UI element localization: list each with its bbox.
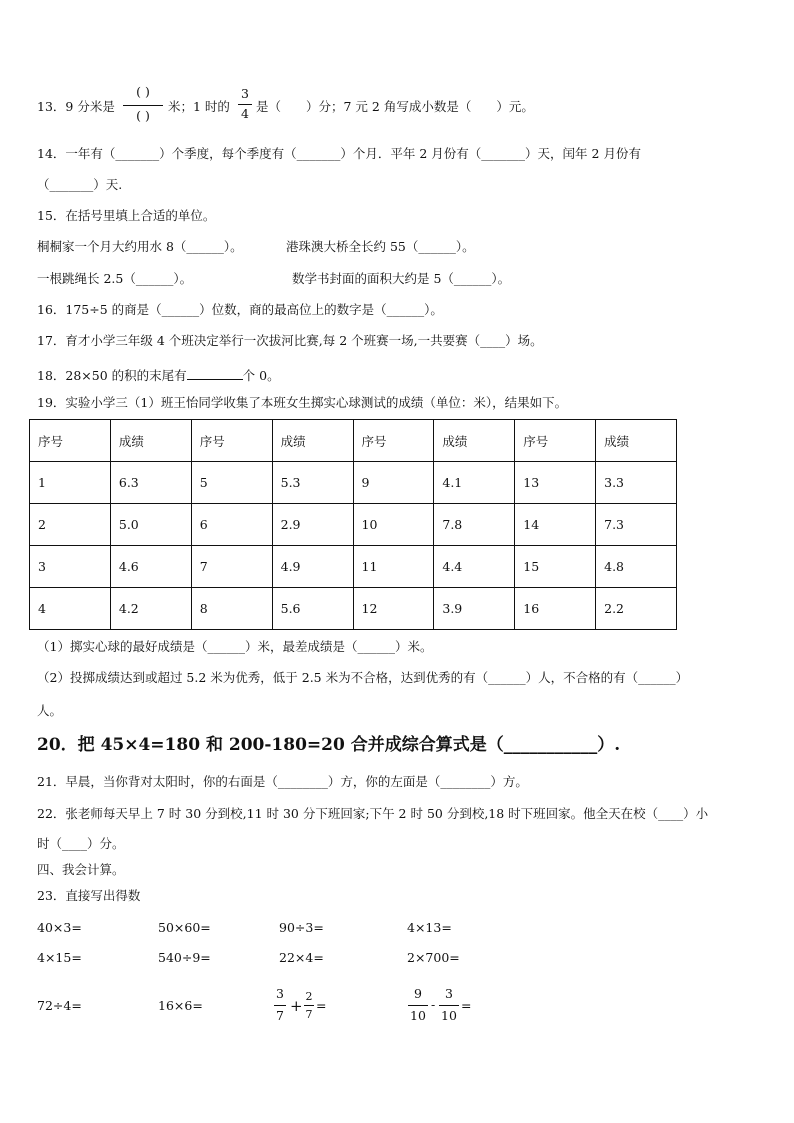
calc-item: 540÷9= bbox=[158, 950, 211, 965]
q15-item-a: 桐桐家一个月大约用水 8（______）。 bbox=[37, 239, 243, 254]
table-row bbox=[30, 504, 677, 546]
table-header-cell: 成绩 bbox=[596, 420, 677, 462]
fraction-denominator: 10 bbox=[441, 1008, 457, 1023]
q13-rest: 是（ ）分；7 元 2 角写成小数是（ ）元。 bbox=[256, 99, 534, 114]
scores-table bbox=[29, 419, 677, 630]
fraction-numerator: 9 bbox=[414, 986, 422, 1001]
table-header-cell: 序号 bbox=[353, 420, 434, 462]
table-cell: 13 bbox=[515, 462, 596, 504]
table-cell: 8 bbox=[191, 588, 272, 630]
table-row bbox=[30, 546, 677, 588]
calc-item: 2×700= bbox=[407, 950, 460, 965]
q15-title: 15．在括号里填上合适的单位。 bbox=[37, 208, 216, 223]
calc-item: 72÷4= bbox=[37, 998, 82, 1013]
table-cell: 7.3 bbox=[596, 504, 677, 546]
table-cell: 4.6 bbox=[110, 546, 191, 588]
operator-plus: + bbox=[290, 997, 303, 1015]
table-cell: 2 bbox=[30, 504, 111, 546]
table-cell: 7.8 bbox=[434, 504, 515, 546]
table-cell: 5 bbox=[191, 462, 272, 504]
section-heading: 四、我会计算。 bbox=[37, 862, 125, 877]
table-cell: 4 bbox=[30, 588, 111, 630]
table-cell: 4.2 bbox=[110, 588, 191, 630]
table-row bbox=[30, 462, 677, 504]
table-header-row bbox=[30, 420, 677, 462]
table-cell: 4.4 bbox=[434, 546, 515, 588]
fraction-numerator: 3 bbox=[445, 986, 453, 1001]
table-cell: 7 bbox=[191, 546, 272, 588]
q20-text: 20．把 45×4=180 和 200-180=20 合并成综合算式是（___________）. bbox=[37, 735, 621, 755]
table-cell: 5.0 bbox=[110, 504, 191, 546]
q17-text: 17．育才小学三年级 4 个班决定举行一次拔河比赛,每 2 个班赛一场,一共要赛（____）场。 bbox=[37, 333, 543, 348]
table-cell: 3 bbox=[30, 546, 111, 588]
q13-fraction-blank[interactable] bbox=[123, 84, 163, 128]
table-cell: 10 bbox=[353, 504, 434, 546]
q13-fraction-three-quarters bbox=[238, 88, 252, 122]
q19-sub1: （1）掷实心球的最好成绩是（______）米，最差成绩是（______）米。 bbox=[37, 639, 433, 654]
table-cell: 2.9 bbox=[272, 504, 353, 546]
table-header-cell: 序号 bbox=[191, 420, 272, 462]
calc-item: 40×3= bbox=[37, 920, 82, 935]
calc-fraction-sum bbox=[274, 987, 334, 1027]
table-header-cell: 成绩 bbox=[272, 420, 353, 462]
q14-line2: （_______）天. bbox=[37, 177, 123, 192]
table-cell: 3.3 bbox=[596, 462, 677, 504]
q18-text bbox=[37, 367, 280, 383]
q19-sub2-line2: 人。 bbox=[37, 703, 63, 718]
table-cell: 3.9 bbox=[434, 588, 515, 630]
q22-line2: 时（____）分。 bbox=[37, 836, 125, 851]
calc-item: 22×4= bbox=[279, 950, 324, 965]
table-cell: 4.1 bbox=[434, 462, 515, 504]
table-cell: 4.9 bbox=[272, 546, 353, 588]
equals-sign: = bbox=[316, 998, 327, 1013]
table-cell: 5.3 bbox=[272, 462, 353, 504]
q19-title: 19．实验小学三（1）班王怡同学收集了本班女生掷实心球测试的成绩（单位：米），结果如下。 bbox=[37, 395, 568, 410]
q21-text: 21．早晨，当你背对太阳时，你的右面是（________）方，你的左面是（________）方。 bbox=[37, 774, 528, 789]
q13-fraction-numerator: ( ) bbox=[136, 84, 150, 99]
fraction-numerator: 2 bbox=[305, 990, 313, 1003]
q13-fraction2-numerator: 3 bbox=[241, 86, 249, 101]
table-cell: 11 bbox=[353, 546, 434, 588]
table-cell: 14 bbox=[515, 504, 596, 546]
fraction bbox=[274, 987, 286, 1025]
q18-text-b: 个 0。 bbox=[242, 368, 280, 383]
table-cell: 16 bbox=[515, 588, 596, 630]
q15-item-b: 港珠澳大桥全长约 55（______）。 bbox=[286, 239, 475, 254]
q19-sub2-line1: （2）投掷成绩达到或超过 5.2 米为优秀，低于 2.5 米为不合格，达到优秀的有（______）人，不合格的有（______） bbox=[37, 670, 689, 685]
table-cell: 1 bbox=[30, 462, 111, 504]
q13-fraction2-denominator: 4 bbox=[241, 106, 249, 121]
table-cell: 6 bbox=[191, 504, 272, 546]
q18-answer-blank[interactable] bbox=[187, 367, 243, 380]
calc-fraction-difference bbox=[408, 987, 478, 1027]
q13-fraction-denominator: ( ) bbox=[136, 108, 150, 123]
table-cell: 9 bbox=[353, 462, 434, 504]
q22-line1: 22．张老师每天早上 7 时 30 分到校,11 时 30 分下班回家;下午 2 时 50 分到校,18 时下班回家。他全天在校（____）小 bbox=[37, 806, 709, 821]
fraction bbox=[439, 987, 459, 1025]
table-cell: 15 bbox=[515, 546, 596, 588]
calc-item: 4×15= bbox=[37, 950, 82, 965]
fraction-numerator: 3 bbox=[276, 986, 284, 1001]
table-header-cell: 序号 bbox=[515, 420, 596, 462]
fraction bbox=[408, 987, 428, 1025]
calc-item: 16×6= bbox=[158, 998, 203, 1013]
table-header-cell: 成绩 bbox=[110, 420, 191, 462]
table-cell: 6.3 bbox=[110, 462, 191, 504]
table-header-cell: 成绩 bbox=[434, 420, 515, 462]
table-cell: 12 bbox=[353, 588, 434, 630]
equals-sign: = bbox=[461, 998, 472, 1013]
q13-prefix: 13．9 分米是 bbox=[37, 99, 115, 114]
q14-line1: 14．一年有（_______）个季度，每个季度有（_______）个月．平年 2 月份有（_______）天，闰年 2 月份有 bbox=[37, 146, 641, 161]
table-header-cell: 序号 bbox=[30, 420, 111, 462]
q15-item-d: 数学书封面的面积大约是 5（______）。 bbox=[292, 271, 511, 286]
q16-text: 16．175÷5 的商是（______）位数，商的最高位上的数字是（______）。 bbox=[37, 302, 443, 317]
q13-middle: 米；1 时的 bbox=[168, 99, 230, 114]
q23-title: 23．直接写出得数 bbox=[37, 888, 141, 903]
table-cell: 2.2 bbox=[596, 588, 677, 630]
calc-item: 4×13= bbox=[407, 920, 452, 935]
fraction-denominator: 7 bbox=[305, 1008, 313, 1021]
q18-text-a: 18．28×50 的积的末尾有 bbox=[37, 368, 187, 383]
fraction bbox=[304, 991, 314, 1021]
operator-minus: - bbox=[431, 997, 436, 1012]
table-row bbox=[30, 588, 677, 630]
fraction-denominator: 7 bbox=[276, 1008, 284, 1023]
table-cell: 4.8 bbox=[596, 546, 677, 588]
table-cell: 5.6 bbox=[272, 588, 353, 630]
q15-item-c: 一根跳绳长 2.5（______）。 bbox=[37, 271, 193, 286]
calc-item: 50×60= bbox=[158, 920, 211, 935]
calc-item: 90÷3= bbox=[279, 920, 324, 935]
fraction-denominator: 10 bbox=[410, 1008, 426, 1023]
